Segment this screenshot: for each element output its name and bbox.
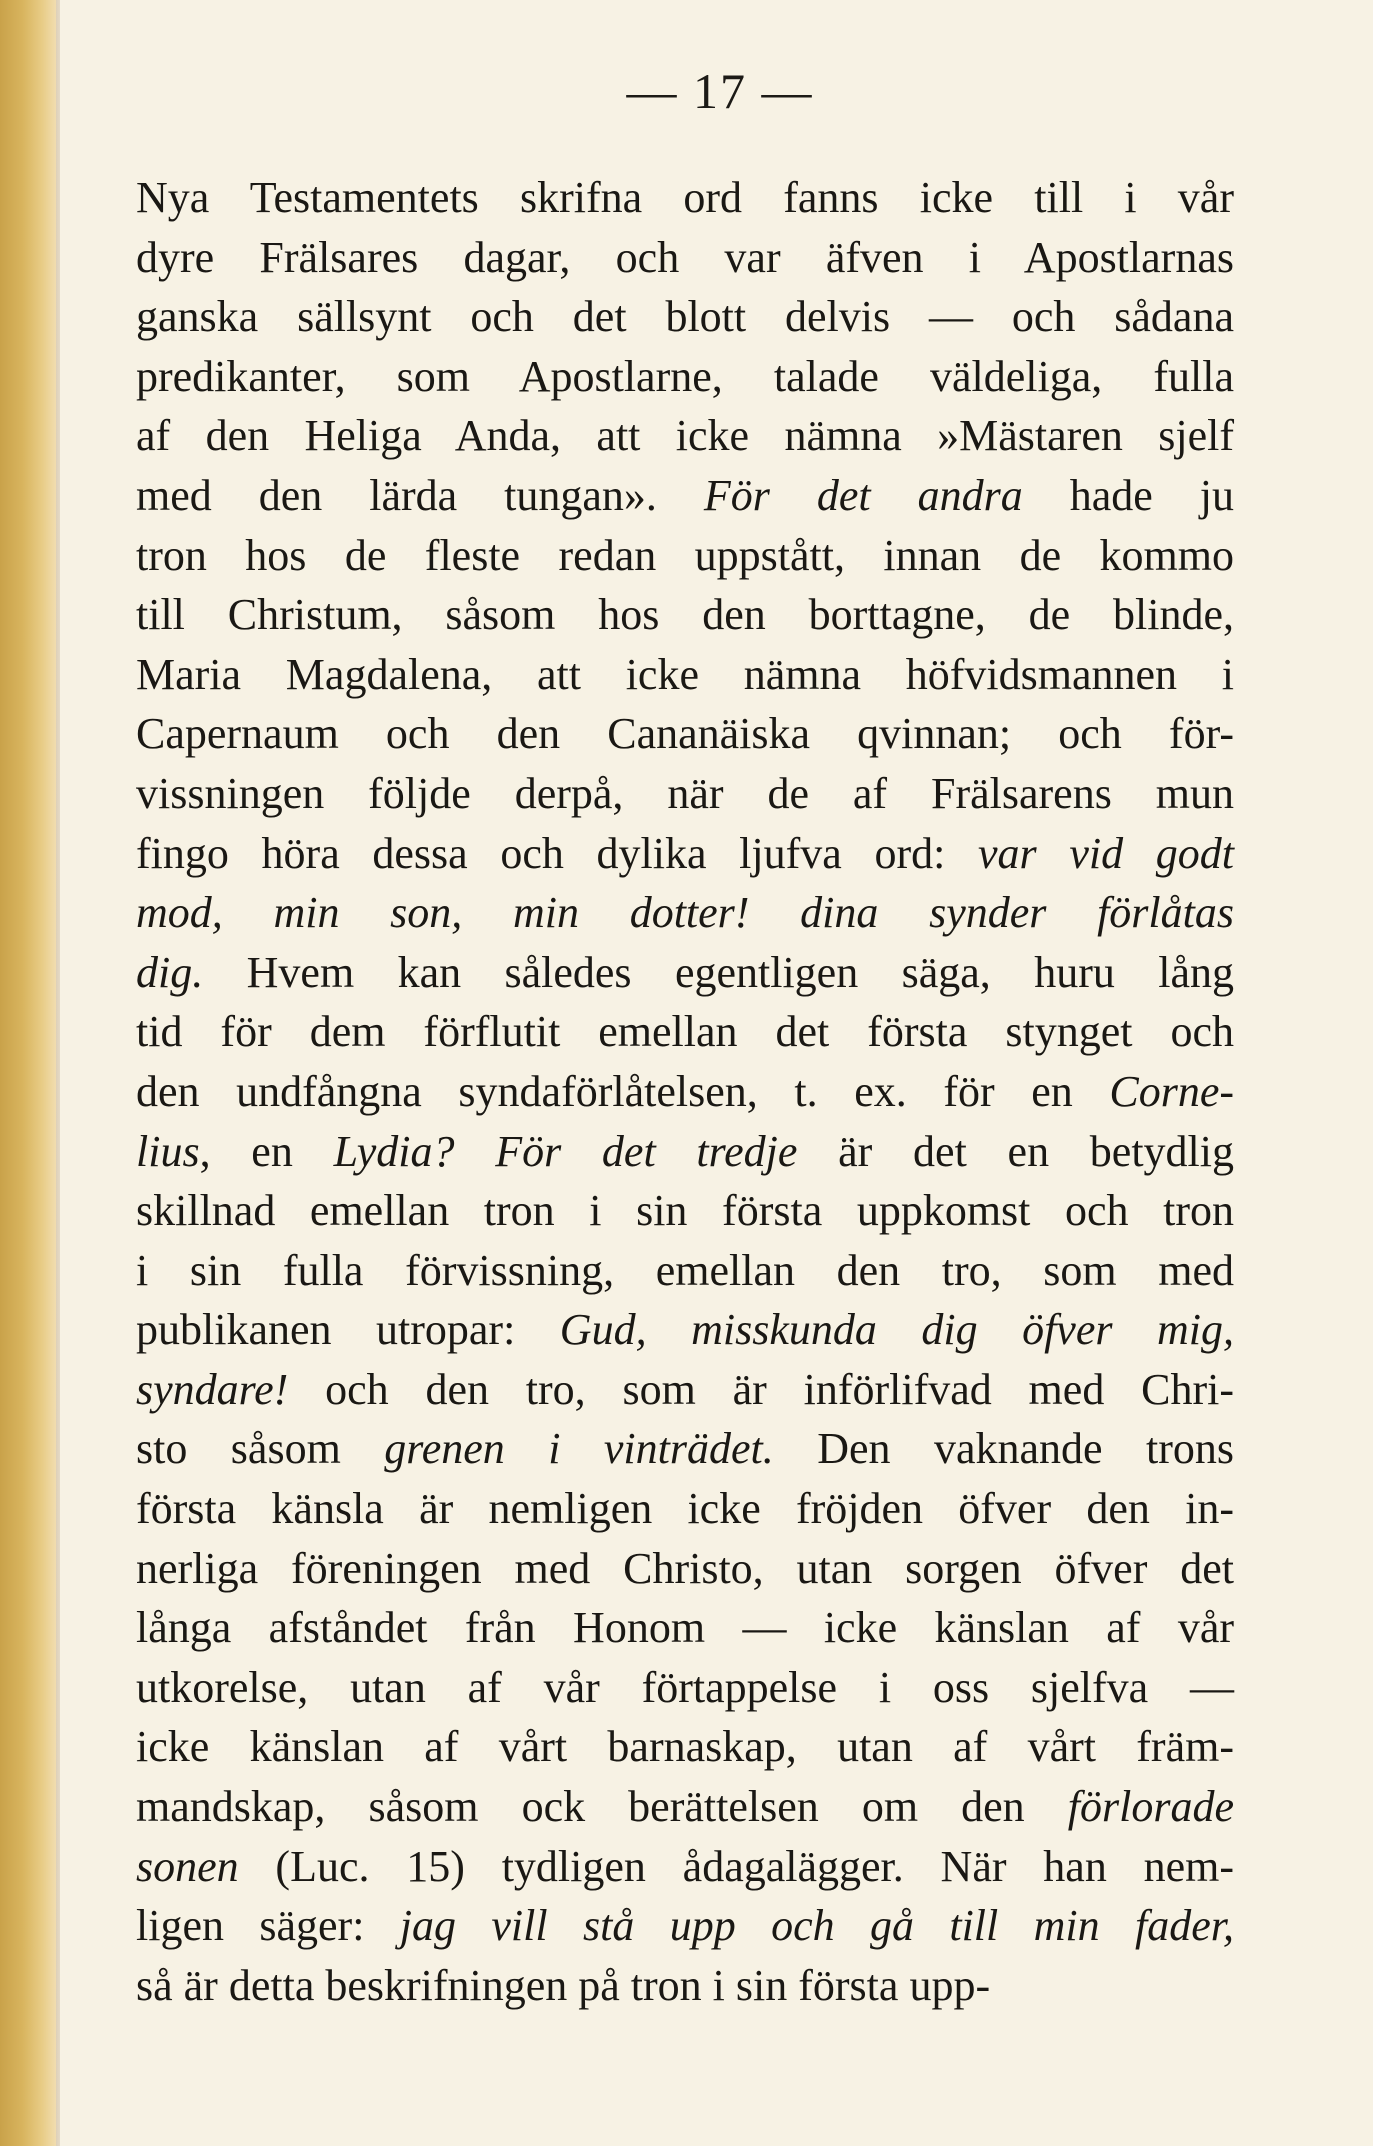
text-line <box>136 1181 1234 1241</box>
text-line <box>136 1896 1234 1956</box>
text-segment: tron hos de fleste redan uppstått, innan de kommo <box>136 530 1234 580</box>
text-segment: dyre Frälsares dagar, och var äfven i Apostlarnas <box>136 232 1234 282</box>
text-segment: af den Heliga Anda, att icke nämna »Mästaren sjelf <box>136 411 1234 461</box>
text-segment: Hvem kan således egentligen säga, huru lång <box>203 947 1234 997</box>
text-segment: till Christum, såsom hos den borttagne, de blinde, <box>136 590 1234 640</box>
text-segment: icke känslan af vårt barnaskap, utan af vårt främ- <box>136 1722 1234 1772</box>
body-text <box>136 168 1234 2015</box>
text-line <box>136 1956 1234 2016</box>
text-segment: är det en betydlig <box>797 1126 1234 1176</box>
text-line <box>136 1717 1234 1777</box>
text-line <box>136 1122 1234 1182</box>
page-number: — 17 — <box>626 63 814 119</box>
text-line <box>136 645 1234 705</box>
text-line <box>136 764 1234 824</box>
text-segment: publikanen utropar: <box>136 1305 560 1355</box>
text-segment: , en <box>199 1126 334 1176</box>
text-segment: ligen säger: <box>136 1901 400 1951</box>
text-segment: den undfångna syndaförlåtelsen, t. ex. för en <box>136 1066 1110 1116</box>
italic-text: jag vill stå upp och gå till min fader, <box>399 1901 1234 1951</box>
text-line <box>136 943 1234 1003</box>
text-segment: (Luc. 15) tydligen ådagalägger. När han nem- <box>238 1841 1234 1891</box>
text-line <box>136 1241 1234 1301</box>
text-line <box>136 1658 1234 1718</box>
text-line <box>136 406 1234 466</box>
italic-text: mod, min son, min dotter! dina synder förlåtas <box>136 888 1234 938</box>
text-line <box>136 466 1234 526</box>
text-segment: med den lärda tungan». <box>136 470 704 520</box>
text-line <box>136 1539 1234 1599</box>
text-segment: första känsla är nemligen icke fröjden öfver den in- <box>136 1484 1234 1534</box>
text-segment: mandskap, såsom ock berättelsen om den <box>136 1782 1068 1832</box>
text-segment: så är detta beskrifningen på tron i sin första upp- <box>136 1960 991 2010</box>
italic-text: grenen i vinträdet. <box>384 1424 774 1474</box>
italic-text: Corne- <box>1109 1066 1234 1116</box>
text-segment: ganska sällsynt och det blott delvis — och sådana <box>136 292 1234 342</box>
italic-text: För det andra <box>703 470 1023 520</box>
italic-text: dig. <box>136 947 204 997</box>
text-line <box>136 1479 1234 1539</box>
text-segment: Nya Testamentets skrifna ord fanns icke till i vår <box>136 173 1234 222</box>
text-line <box>136 1300 1234 1360</box>
text-line <box>136 1002 1234 1062</box>
text-segment: Maria Magdalena, att icke nämna höfvidsmannen i <box>136 649 1234 699</box>
italic-text: förlorade <box>1067 1782 1234 1832</box>
text-line <box>136 228 1234 288</box>
italic-text: lius <box>136 1126 200 1176</box>
text-segment: Capernaum och den Cananäiska qvinnan; och för- <box>136 709 1234 759</box>
italic-text: Gud, misskunda dig öfver mig, <box>559 1305 1234 1355</box>
text-segment: i sin fulla förvissning, emellan den tro, som med <box>136 1245 1234 1295</box>
text-segment: fingo höra dessa och dylika ljufva ord: <box>136 828 979 878</box>
text-segment: långa afståndet från Honom — icke känslan af vår <box>136 1603 1234 1653</box>
text-segment: tid för dem förflutit emellan det första stynget och <box>136 1007 1234 1057</box>
text-line <box>136 287 1234 347</box>
text-line <box>136 1777 1234 1837</box>
italic-text: Lydia? För det tredje <box>333 1126 798 1176</box>
text-segment: skillnad emellan tron i sin första uppkomst och tron <box>136 1186 1234 1236</box>
text-line <box>136 883 1234 943</box>
text-line <box>136 704 1234 764</box>
text-line <box>136 1062 1234 1122</box>
italic-text: sonen <box>136 1841 239 1891</box>
italic-text: syndare! <box>136 1364 289 1414</box>
text-segment: nerliga föreningen med Christo, utan sorgen öfver det <box>136 1543 1234 1593</box>
text-segment: Den vaknande trons <box>773 1424 1234 1474</box>
text-line <box>136 1598 1234 1658</box>
text-segment: predikanter, som Apostlarne, talade väldeliga, fulla <box>136 351 1234 401</box>
text-segment: hade ju <box>1022 470 1234 520</box>
italic-text: var vid godt <box>978 828 1234 878</box>
text-line <box>136 526 1234 586</box>
text-line <box>136 1360 1234 1420</box>
text-line <box>136 824 1234 884</box>
text-line <box>136 168 1234 228</box>
text-segment: sto såsom <box>136 1424 385 1474</box>
text-line <box>136 347 1234 407</box>
text-line <box>136 1419 1234 1479</box>
text-segment: och den tro, som är införlifvad med Chri- <box>288 1364 1234 1414</box>
text-line <box>136 1837 1234 1897</box>
text-line <box>136 585 1234 645</box>
text-segment: utkorelse, utan af vår förtappelse i oss sjelfva — <box>136 1662 1234 1712</box>
text-segment: vissningen följde derpå, när de af Frälsarens mun <box>136 768 1234 818</box>
book-spine <box>0 0 56 2146</box>
